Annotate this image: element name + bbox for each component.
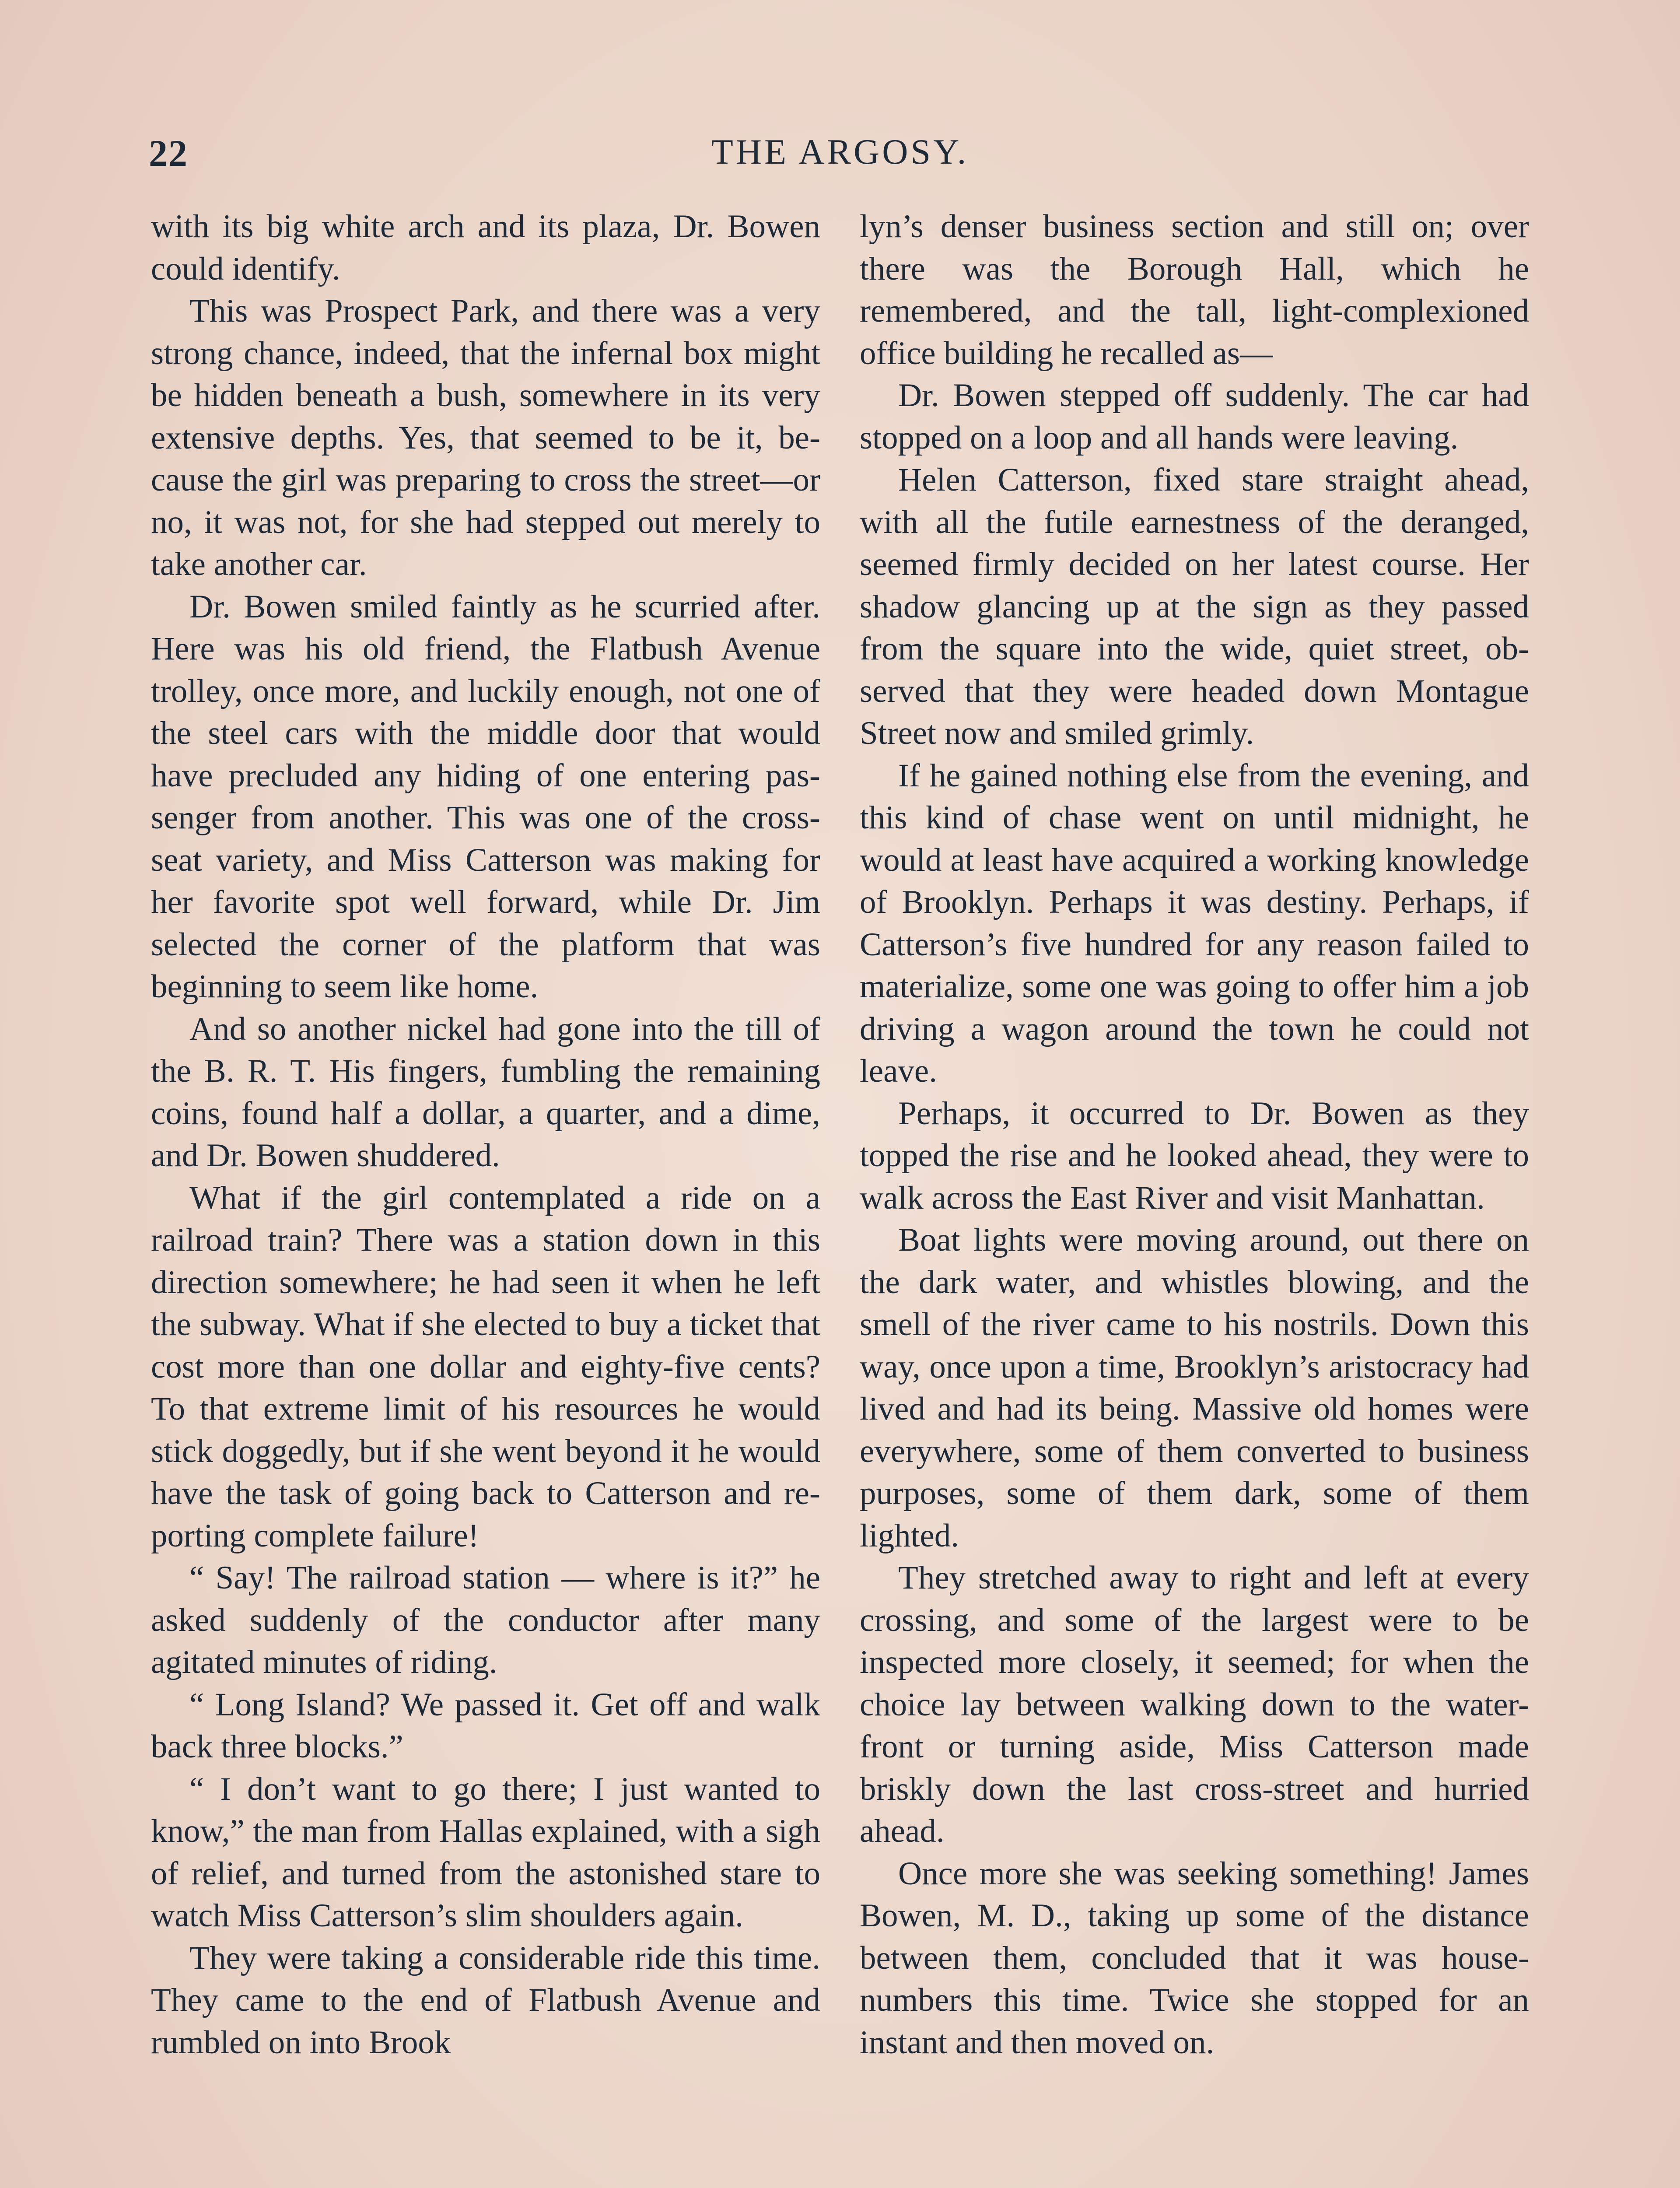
right-column bbox=[860, 206, 1529, 2064]
paragraph: And so another nickel had gone into the till of the B. R. T. His fingers, fumbling the remaining coins, found half a dollar, a quarter, and a dime, and Dr. Bowen shuddered. bbox=[151, 1010, 820, 1174]
page-header bbox=[149, 131, 1531, 179]
paragraph: lyn’s denser business section and still on; over there was the Borough Hall, which he remembered, and the tall, light-complexioned office building he recalled as— bbox=[860, 208, 1529, 372]
paragraph: They stretched away to right and left at every crossing, and some of the largest were to be inspected more closely, it seemed; for when the choice lay between walking down to the water-front or turning aside, Miss Catterson made briskly down the last cross-street and hurried ahead. bbox=[860, 1560, 1529, 1849]
paragraph: “ Say! The railroad station — where is it?” he asked suddenly of the conductor after many agitated minutes of riding. bbox=[151, 1560, 820, 1680]
paragraph: What if the girl contemplated a ride on a railroad train? There was a station down in this direction somewhere; he had seen it when he left the subway. What if she elected to buy a ticket that cost more than one dollar and eighty-five cents? To that extreme limit of his resources he would stick doggedly, but if she went beyond it he would have the task of going back to Catterson and reporting complete failure! bbox=[151, 1179, 820, 1554]
paragraph: Boat lights were moving around, out there on the dark water, and whistles blowing, and the smell of the river came to his nostrils. Down this way, once upon a time, Brooklyn’s aristocracy had lived and had its being. Massive old homes were everywhere, some of them converted to business purposes, some of them dark, some of them lighted. bbox=[860, 1222, 1529, 1554]
paragraph: “ Long Island? We passed it. Get off and walk back three blocks.” bbox=[151, 1686, 820, 1765]
paragraph: Dr. Bowen smiled faintly as he scurried after. Here was his old friend, the Flatbush Avenue trolley, once more, and luckily enough, not one of the steel cars with the middle door that would have precluded any hiding of one entering passenger from another. This was one of the cross-seat variety, and Miss Catterson was making for her favorite spot well forward, while Dr. Jim selected the corner of the platform that was beginning to seem like home. bbox=[151, 588, 820, 1005]
paragraph: Once more she was seeking something! James Bowen, M. D., taking up some of the distance between them, concluded that it was house-numbers this time. Twice she stopped for an instant and then moved on. bbox=[860, 1855, 1529, 2061]
running-head: THE ARGOSY. bbox=[711, 132, 969, 172]
left-column bbox=[151, 206, 820, 2064]
paragraph: Dr. Bowen stepped off suddenly. The car had stopped on a loop and all hands were leaving. bbox=[860, 377, 1529, 456]
paragraph: If he gained nothing else from the evening, and this kind of chase went on until midnight, he would at least have acquired a working knowledge of Brooklyn. Perhaps it was destiny. Perhaps, if Catterson’s five hundred for any reason failed to materialize, some one was going to offer him a job driving a wagon around the town he could not leave. bbox=[860, 757, 1529, 1089]
paragraph: Helen Catterson, fixed stare straight ahead, with all the futile earnestness of the deranged, seemed firmly decided on her latest course. Her shadow glancing up at the sign as they passed from the square into the wide, quiet street, observed that they were headed down Montague Street now and smiled grimly. bbox=[860, 462, 1529, 751]
paragraph: Perhaps, it occurred to Dr. Bowen as they topped the rise and he looked ahead, they were to walk across the East River and visit Manhattan. bbox=[860, 1095, 1529, 1216]
page-number: 22 bbox=[149, 132, 188, 174]
paragraph: with its big white arch and its plaza, Dr. Bowen could identify. bbox=[151, 208, 820, 287]
paragraph: They were taking a considerable ride this time. They came to the end of Flatbush Avenue and rumbled on into Brook bbox=[151, 1939, 820, 2061]
paragraph: “ I don’t want to go there; I just wanted to know,” the man from Hallas explained, with a sigh of relief, and turned from the astonished stare to watch Miss Catterson’s slim shoulders again. bbox=[151, 1771, 820, 1934]
paragraph: This was Prospect Park, and there was a very strong chance, indeed, that the infernal box might be hidden beneath a bush, somewhere in its very extensive depths. Yes, that seemed to be it, because the girl was preparing to cross the street—or no, it was not, for she had stepped out merely to take another car. bbox=[151, 293, 820, 582]
